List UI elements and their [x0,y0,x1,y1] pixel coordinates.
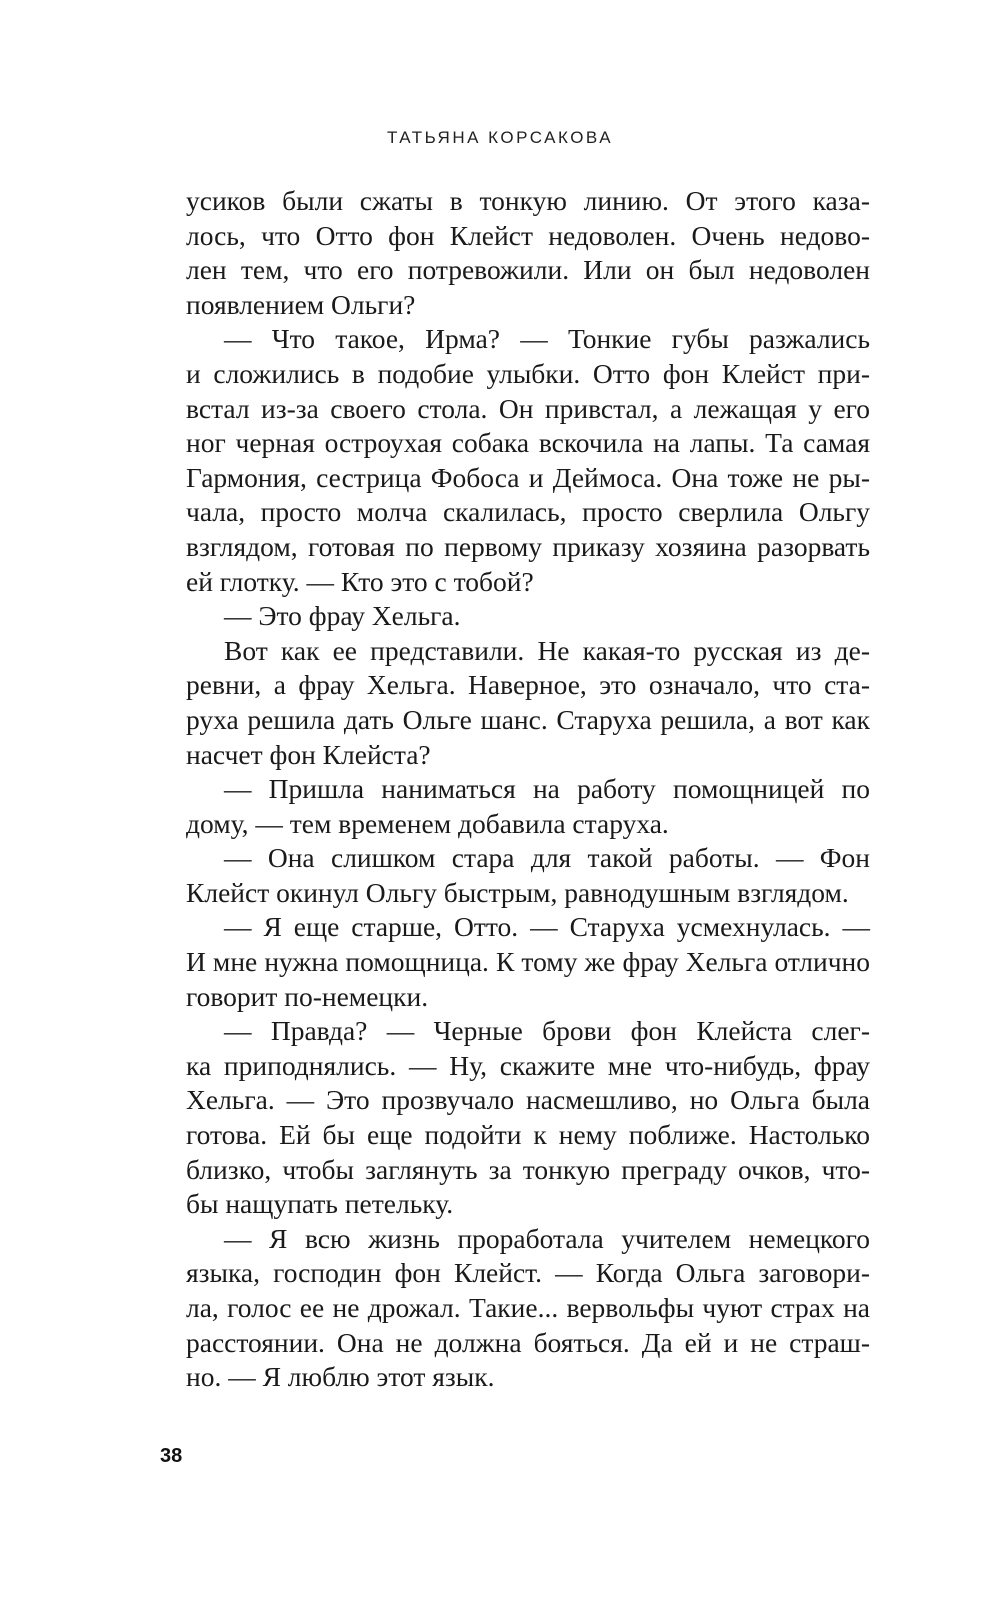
text-line: чала, просто молча скалилась, просто сверлила Ольгу [186,496,870,528]
text-line: насчет фон Клейста? [186,738,431,770]
text-line: языка, господин фон Клейст. — Когда Ольга заговори- [186,1257,870,1289]
text-line: — Я еще старше, Отто. — Старуха усмехнулась. — [224,911,870,943]
text-line: — Она слишком стара для такой работы. — Фон [224,842,870,874]
text-line: но. — Я люблю этот язык. [186,1361,495,1393]
text-line: дому, — тем временем добавила старуха. [186,807,669,839]
page-number: 38 [160,1445,183,1467]
text-line: ей глотку. — Кто это с тобой? [186,565,534,597]
text-line: ревни, а фрау Хельга. Наверное, это означало, что ста- [186,669,870,701]
text-line: ног черная остроухая собака вскочила на лапы. Та самая [186,427,870,459]
text-line: И мне нужна помощница. К тому же фрау Хельга отлично [186,946,870,978]
text-line: усиков были сжаты в тонкую линию. От этого каза- [186,185,870,216]
running-header: ТАТЬЯНА КОРСАКОВА [386,128,614,147]
text-line: готова. Ей бы еще подойти к нему поближе. Настолько [186,1119,870,1151]
text-line: Клейст окинул Ольгу быстрым, равнодушным взглядом. [186,876,849,908]
text-line: лось, что Отто фон Клейст недоволен. Очень недово- [186,219,870,251]
text-line: Гармония, сестрица Фобоса и Деймоса. Она тоже не ры- [186,461,870,493]
text-line: Вот как ее представили. Не какая-то русская из де- [224,634,870,666]
text-line: — Правда? — Черные брови фон Клейста слег- [224,1015,870,1047]
text-line: Хельга. — Это прозвучало насмешливо, но Ольга была [186,1084,870,1116]
text-line: расстоянии. Она не должна бояться. Да ей и не страш- [186,1326,870,1358]
text-line: руха решила дать Ольге шанс. Старуха решила, а вот как [186,703,870,735]
text-line: — Пришла наниматься на работу помощницей по [224,773,870,805]
text-line: — Это фрау Хельга. [224,600,461,632]
text-line: близко, чтобы заглянуть за тонкую преграду очков, что- [186,1153,870,1185]
text-line: — Что такое, Ирма? — Тонкие губы разжались [224,323,870,355]
text-line: лен тем, что его потревожили. Или он был недоволен [186,254,870,286]
text-line: появлением Ольги? [186,288,416,320]
text-line: — Я всю жизнь проработала учителем немецкого [224,1222,870,1254]
text-line: ла, голос ее не дрожал. Такие... вервольфы чуют страх на [186,1292,870,1323]
body-text [186,184,870,1395]
text-line: встал из-за своего стола. Он привстал, а лежащая у его [186,392,870,424]
text-line: ка приподнялись. — Ну, скажите мне что-нибудь, фрау [186,1049,870,1081]
text-line: говорит по-немецки. [186,980,429,1012]
text-line: бы нащупать петельку. [186,1188,454,1220]
text-line: и сложились в подобие улыбки. Отто фон Клейст при- [186,357,870,389]
text-line: взглядом, готовая по первому приказу хозяина разорвать [186,530,870,562]
